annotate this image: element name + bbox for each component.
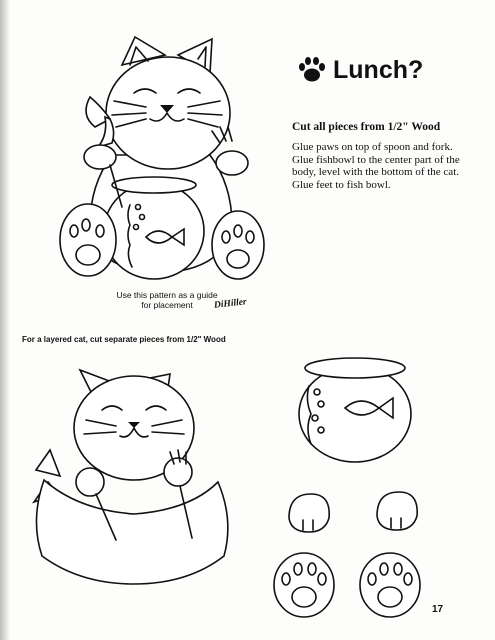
foot-pieces <box>270 547 430 619</box>
instructions-body: Glue paws on top of spoon and fork. Glue fishbowl to the center part of the body, level with the bottom of the cat. Glue feet to fish bowl. <box>292 141 460 191</box>
instructions-heading: Cut all pieces from 1/2" Wood <box>292 121 441 133</box>
cat-layer-body <box>30 370 240 590</box>
layered-note: For a layered cat, cut separate pieces from 1/2" Wood <box>22 335 226 344</box>
paw-right <box>216 151 248 175</box>
fishbowl-piece <box>295 352 415 467</box>
cat-pattern-full <box>50 35 280 290</box>
paw-left <box>84 145 116 169</box>
title-text: Lunch? <box>333 55 424 84</box>
paw-pieces <box>285 488 425 536</box>
page-binding-shadow <box>0 0 10 640</box>
page-number: 17 <box>432 604 444 615</box>
cat-head <box>106 57 230 169</box>
artist-signature: DiHiller <box>213 297 248 311</box>
paw-print-icon <box>297 55 327 85</box>
page-title <box>297 52 423 88</box>
pattern-note: Use this pattern as a guide for placement <box>116 290 218 310</box>
